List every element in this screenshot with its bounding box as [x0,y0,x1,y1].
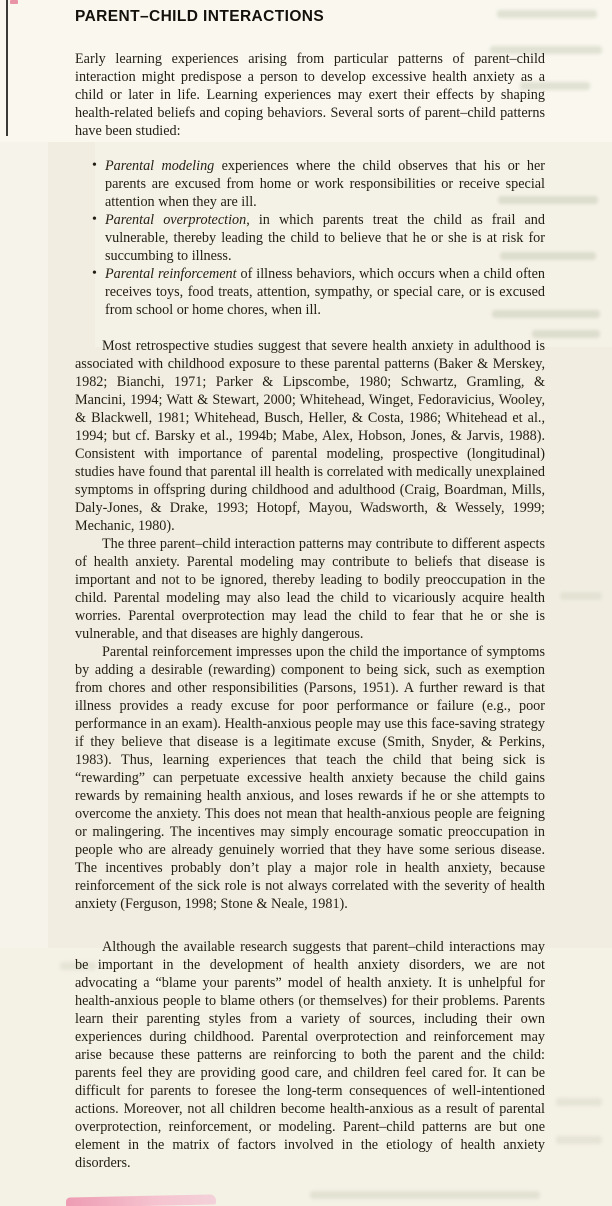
list-item-parental-reinforcement [105,265,545,319]
section-heading: PARENT–CHILD INTERACTIONS [75,8,325,25]
pink-highlighter-mark-bottom [66,1194,216,1206]
bleed-through-text [560,592,602,600]
list-item-text: experiences where the child observes that his or her parents are excused from home or work responsibilities or receive special attention when they are ill. [105,158,545,210]
paragraph-intro: Early learning experiences arising from particular patterns of parent–child interaction might predispose a person to develop excessive health anxiety as a child or later in life. Learning experiences may exert their effects by shaping health-related beliefs and coping behaviors. Several sorts of parent–child patterns have been studied: [75,51,545,139]
bleed-through-text [556,1098,602,1106]
list-item-lead: Parental reinforcement [105,266,237,282]
list-item-lead: Parental modeling [105,158,215,174]
pink-mark-top-left [10,0,18,4]
paragraph-parental-reinforcement: Parental reinforcement impresses upon the child the importance of symptoms by adding a desirable (rewarding) component to being sick, such as exemption from chores and other responsibilities (Parsons, 1951). A further reward is that illness provides a ready excuse for poor performance or failure (e.g., poor performance in an exam). Health-anxious people may use this face-saving strategy if they believe that disease is a legitimate excuse (Smith, Snyder, & Perkins, 1983). Thus, learning experiences that teach the child that being sick is “rewarding” can perpetuate excessive health anxiety because the child gains rewards by remaining health anxious, and loses rewards if he or she attempts to overcome the anxiety. This does not mean that health-anxious people are feigning or malingering. The incentives may simply encourage somatic preoccupation in people who are already genuinely worried that they have some serious disease. The incentives probably don’t play a major role in health anxiety, because reinforcement of the sick role is not always correlated with the severity of health anxiety (Ferguson, 1998; Stone & Neale, 1981). [75,644,545,912]
page-edge-line [6,0,8,136]
parental-patterns-list [75,157,545,319]
text-column [75,8,545,1172]
paragraph-retrospective-studies: Most retrospective studies suggest that severe health anxiety in adulthood is associated with childhood exposure to these parental patterns (Baker & Merskey, 1982; Bianchi, 1971; Parker & Lipscombe, 1980; Schwartz, Gramling, & Mancini, 1994; Watt & Stewart, 2000; Whitehead, Winget, Fedoravicius, Wooley, & Blackwell, 1981; Whitehead, Busch, Heller, & Costa, 1986; Whitehead et al., 1994; but cf. Barsky et al., 1994b; Mabe, Alex, Hobson, Jones, & Jarvis, 1988). Consistent with importance of parental modeling, prospective (longitudinal) studies have found that parental ill health is correlated with medically unexplained symptoms in offspring during childhood and adulthood (Craig, Boardman, Mills, Daly-Jones, & Drake, 1993; Hotopf, Mayou, Wadsworth, & Wessely, 1999; Mechanic, 1980). [75,338,545,534]
list-item-text: of illness behaviors, which occurs when a child often receives toys, food treats, attention, sympathy, or special care, or is excused from school or home chores, when ill. [105,266,546,318]
paragraph-three-patterns: The three parent–child interaction patterns may contribute to different aspects of health anxiety. Parental modeling may contribute to beliefs that disease is important and not to be ignored, thereby leading to bodily preoccupation in the child. Parental modeling may also lead the child to vicariously acquire health worries. Parental overprotection may lead the child to fear that he or she is vulnerable, and that diseases are highly dangerous. [75,536,545,642]
list-item-parental-modeling [105,157,545,211]
bleed-through-text [310,1191,540,1199]
paragraph-blame-your-parents: Although the available research suggests that parent–child interactions may be important in the development of health anxiety disorders, we are not advocating a “blame your parents” model of health anxiety. It is unhelpful for health-anxious people to blame others (or themselves) for their problems. Parents learn their parenting styles from a variety of sources, including their own experiences during childhood. Parental overprotection and reinforcement may arise because these patterns are reinforcing to both the parent and the child: parents feel they are providing good care, and children feel cared for. It can be difficult for parents to foresee the long-term consequences of well-intentioned actions. Moreover, not all children become health-anxious as a result of parental overprotection, reinforcement, or modeling. Parent–child patterns are but one element in the matrix of factors involved in the etiology of health anxiety disorders. [75,939,545,1171]
bleed-through-text [556,1136,602,1144]
list-item-lead: Parental overprotection [105,212,247,228]
list-item-parental-overprotection [105,211,545,265]
list-item-text: , in which parents treat the child as frail and vulnerable, thereby leading the child to believe that he or she is at risk for succumbing to illness. [105,212,545,264]
